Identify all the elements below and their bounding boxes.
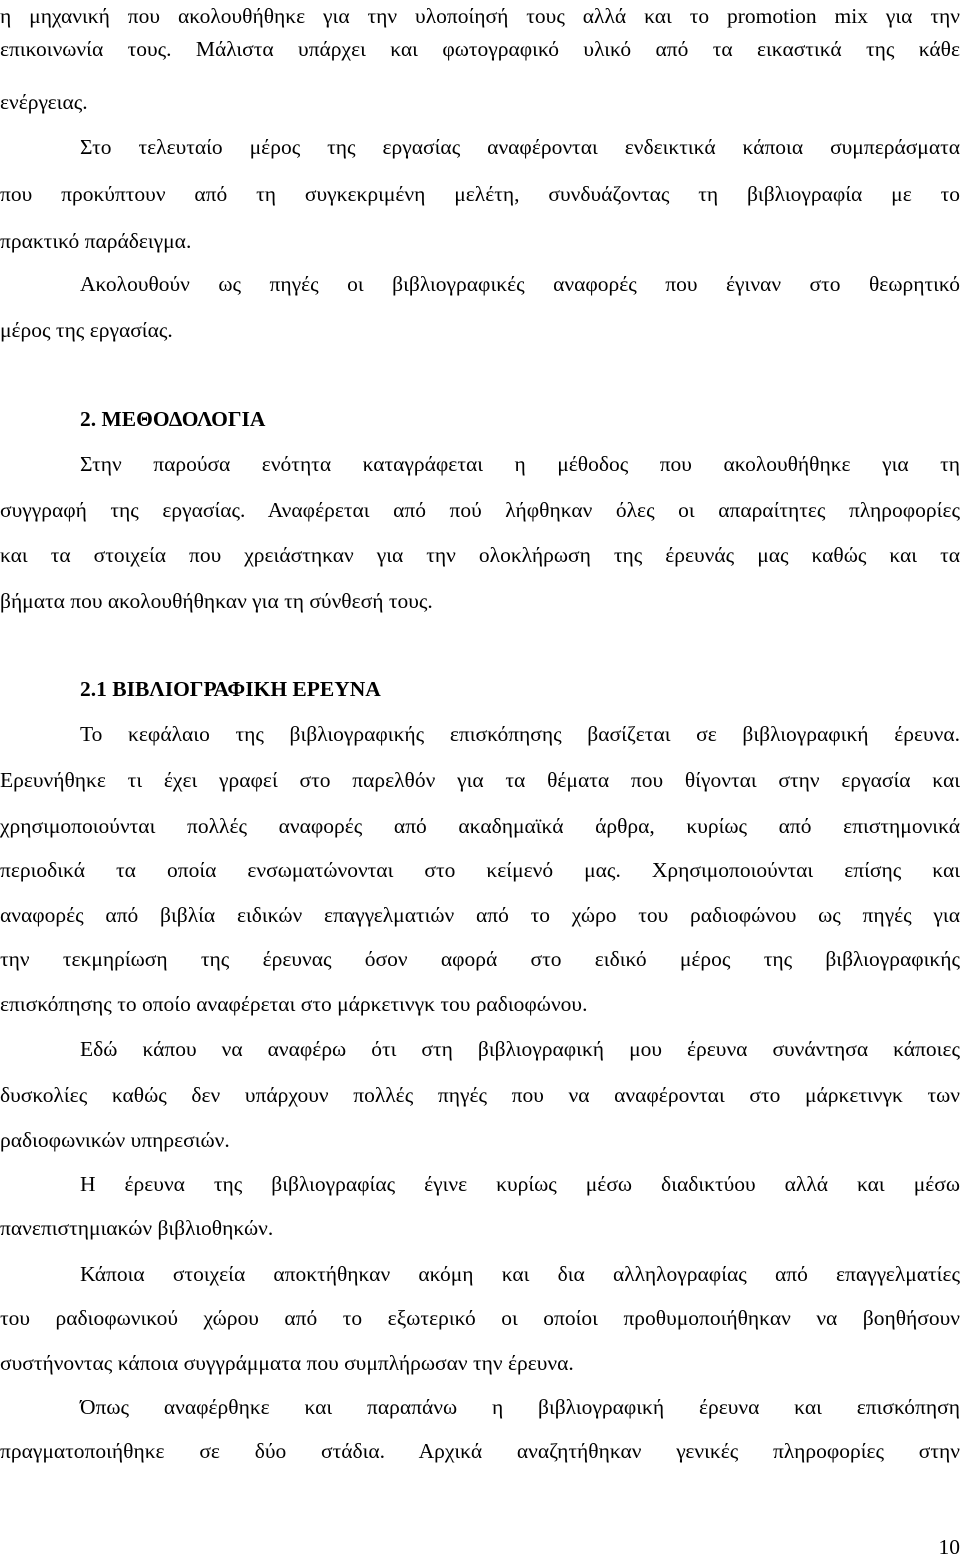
text-line: Στο τελευταίο μέρος της εργασίας αναφέρονται ενδεικτικά κάποια συμπεράσματα xyxy=(80,135,960,159)
page-number: 10 xyxy=(938,1535,960,1559)
section-heading: 2.1 ΒΙΒΛΙΟΓΡΑΦΙΚΗ ΕΡΕΥΝΑ xyxy=(80,677,381,701)
text-line: Στην παρούσα ενότητα καταγράφεται η μέθοδος που ακολουθήθηκε για τη xyxy=(80,452,960,476)
text-line: Το κεφάλαιο της βιβλιογραφικής επισκόπησης βασίζεται σε βιβλιογραφική έρευνα. xyxy=(80,722,960,746)
text-line: Ερευνήθηκε τι έχει γραφεί στο παρελθόν για τα θέματα που θίγονται στην εργασία και xyxy=(0,768,960,792)
text-line: συγγραφή της εργασίας. Αναφέρεται από πού λήφθηκαν όλες οι απαραίτητες πληροφορίες xyxy=(0,498,960,522)
text-line: και τα στοιχεία που χρειάστηκαν για την ολοκλήρωση της έρευνάς μας καθώς και τα xyxy=(0,543,960,567)
text-line: ενέργειας. xyxy=(0,90,88,114)
text-line: πρακτικό παράδειγμα. xyxy=(0,229,192,253)
text-line: χρησιμοποιούνται πολλές αναφορές από ακαδημαϊκά άρθρα, κυρίως από επιστημονικά xyxy=(0,814,960,838)
text-line: περιοδικά τα οποία ενσωματώνονται στο κείμενό μας. Χρησιμοποιούνται επίσης και xyxy=(0,858,960,882)
text-line: δυσκολίες καθώς δεν υπάρχουν πολλές πηγές που να αναφέρονται στο μάρκετινγκ των xyxy=(0,1083,960,1107)
text-line: Όπως αναφέρθηκε και παραπάνω η βιβλιογραφική έρευνα και επισκόπηση xyxy=(80,1395,960,1419)
text-line: πανεπιστημιακών βιβλιοθηκών. xyxy=(0,1216,274,1240)
text-line: πραγματοποιήθηκε σε δύο στάδια. Αρχικά αναζητήθηκαν γενικές πληροφορίες στην xyxy=(0,1439,960,1463)
text-line: Ακολουθούν ως πηγές οι βιβλιογραφικές αναφορές που έγιναν στο θεωρητικό xyxy=(80,272,960,296)
text-line: Κάποια στοιχεία αποκτήθηκαν ακόμη και δια αλληλογραφίας από επαγγελματίες xyxy=(80,1262,960,1286)
text-line: που προκύπτουν από τη συγκεκριμένη μελέτη, συνδυάζοντας τη βιβλιογραφία με το xyxy=(0,182,960,206)
section-heading: 2. ΜΕΘΟΔΟΛΟΓΙΑ xyxy=(80,407,266,431)
text-line: συστήνοντας κάποια συγγράμματα που συμπλήρωσαν την έρευνα. xyxy=(0,1351,574,1375)
text-line: επισκόπησης το οποίο αναφέρεται στο μάρκετινγκ του ραδιοφώνου. xyxy=(0,992,588,1016)
text-line: η μηχανική που ακολουθήθηκε για την υλοποίησή τους αλλά και το promotion mix για την xyxy=(0,4,960,28)
text-line: ραδιοφωνικών υπηρεσιών. xyxy=(0,1128,230,1152)
text-line: την τεκμηρίωση της έρευνας όσον αφορά στο ειδικό μέρος της βιβλιογραφικής xyxy=(0,947,960,971)
text-line: βήματα που ακολουθήθηκαν για τη σύνθεσή τους. xyxy=(0,589,433,613)
text-line: Εδώ κάπου να αναφέρω ότι στη βιβλιογραφική μου έρευνα συνάντησα κάποιες xyxy=(80,1037,960,1061)
text-line: μέρος της εργασίας. xyxy=(0,318,173,342)
text-line: αναφορές από βιβλία ειδικών επαγγελματιών από το χώρο του ραδιοφώνου ως πηγές για xyxy=(0,903,960,927)
text-line: του ραδιοφωνικού χώρου από το εξωτερικό οι οποίοι προθυμοποιήθηκαν να βοηθήσουν xyxy=(0,1306,960,1330)
text-line: επικοινωνία τους. Μάλιστα υπάρχει και φωτογραφικό υλικό από τα εικαστικά της κάθε xyxy=(0,37,960,61)
text-line: Η έρευνα της βιβλιογραφίας έγινε κυρίως μέσω διαδικτύου αλλά και μέσω xyxy=(80,1172,960,1196)
